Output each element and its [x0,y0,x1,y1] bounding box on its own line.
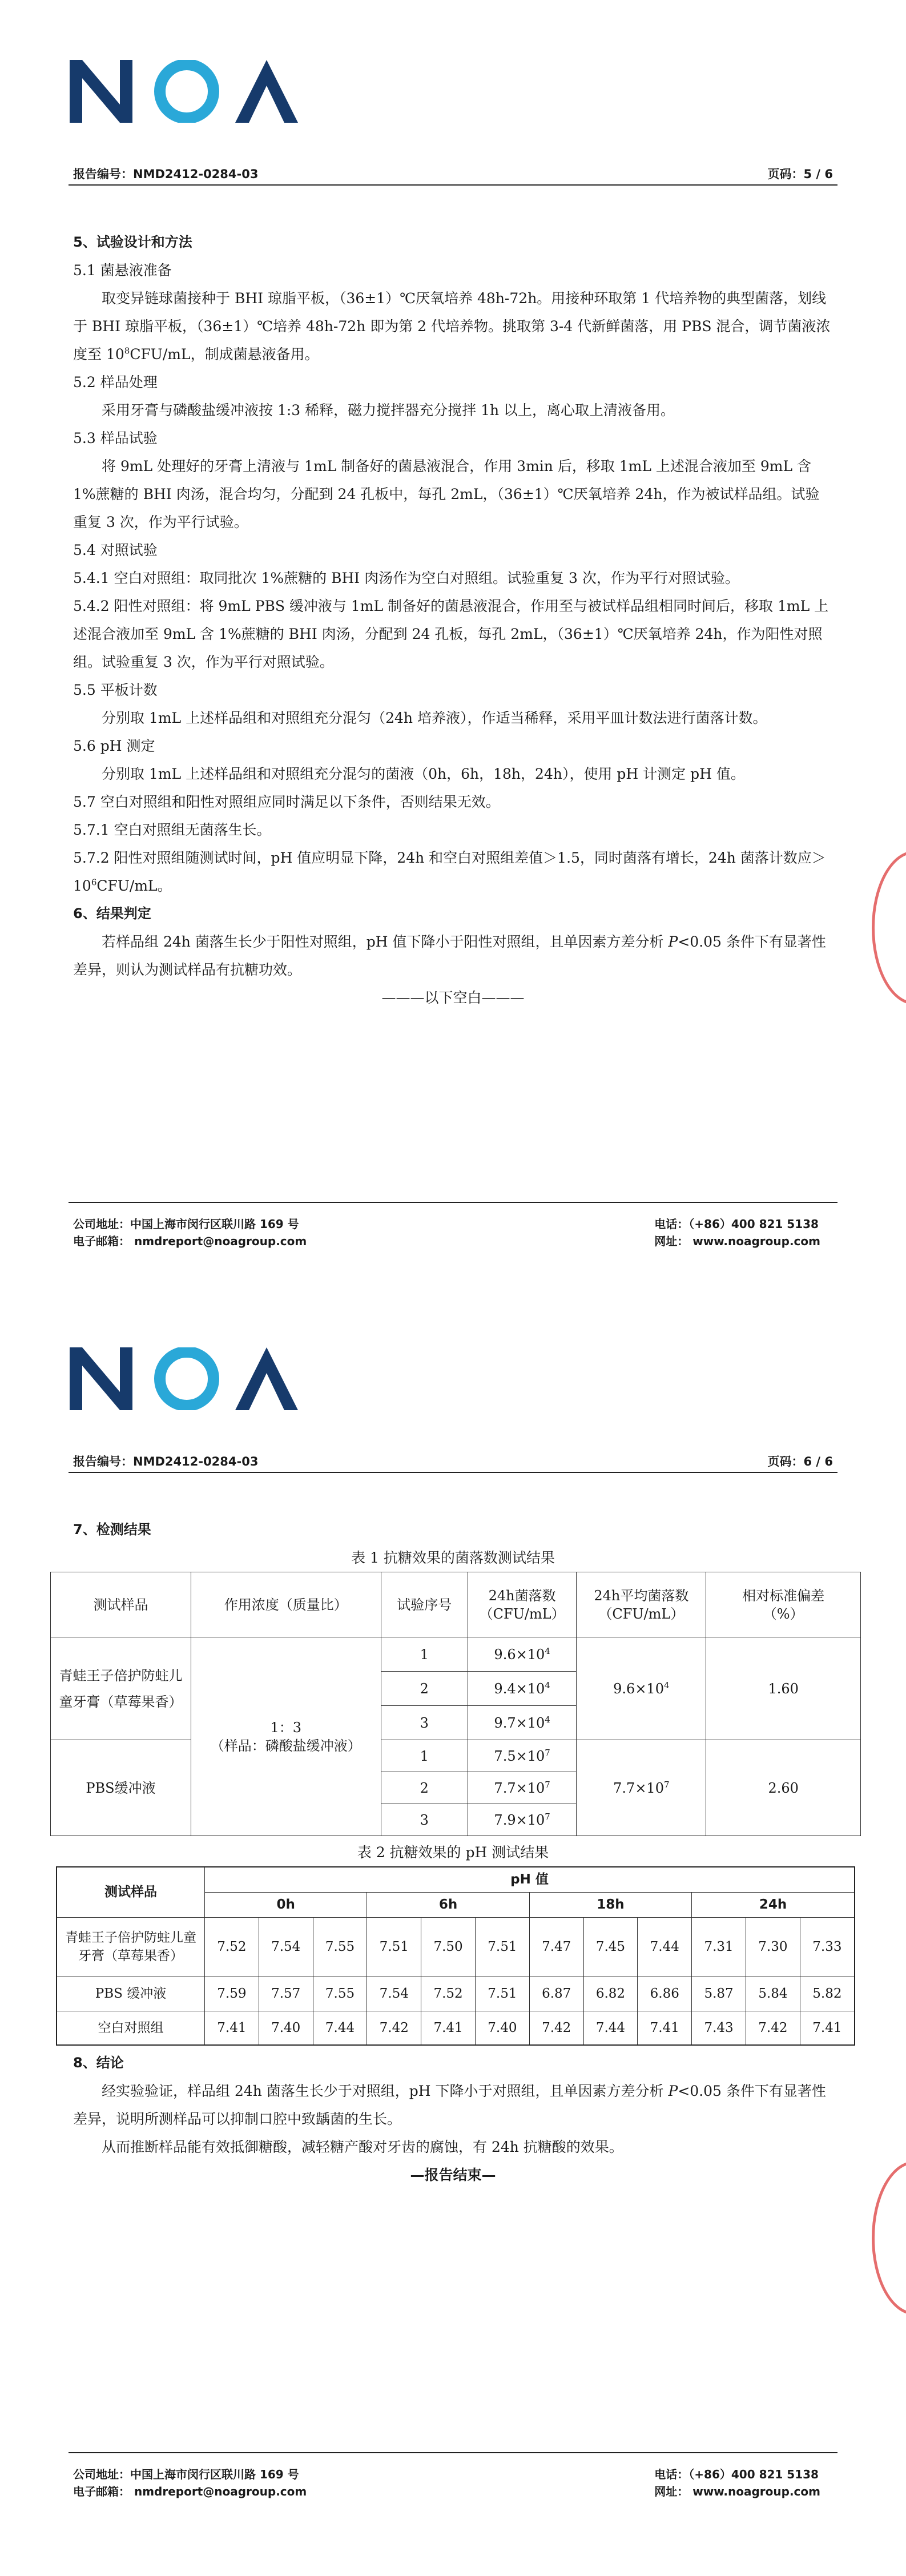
th-trial-no: 试验序号 [381,1572,468,1637]
section-5-1-text: 取变异链球菌接种于 BHI 琼脂平板，（36±1）℃厌氧培养 48h-72h。用接种环取第 1 代培养物的典型菌落，划线于 BHI 琼脂平板，（36±1）℃培养 48h-72h 即为第 2 代培养物。挑取第 3-4 代新鲜菌落，用 PBS 混合，调节菌液浓度至 $10^8CFU/mL$，制成菌悬液备用。 [73,290,831,363]
ph-value: 6.86 [638,1977,692,2011]
section-5-3-title: 5.3 样品试验 [73,430,158,446]
blank-below-marker: ———以下空白——— [381,989,525,1006]
trial-no: 1 [381,1740,468,1772]
page-header [73,162,833,184]
ph-value: 7.44 [638,1917,692,1977]
sample-name: PBS缓冲液 [51,1740,191,1836]
trial-no: 3 [381,1804,468,1836]
ph-value: 7.44 [583,2011,638,2045]
ph-value: 7.42 [746,2011,800,2045]
ph-value: 7.47 [529,1917,583,1977]
report-page-6 [0,1287,906,2543]
company-email: 电子邮箱： nmdreport@noagroup.com [73,1234,307,1248]
page-number: 页码：5 / 6 [767,167,833,181]
th-ph: pH 值 [205,1867,855,1892]
ph-value: 7.41 [421,2011,476,2045]
ph-table [56,1866,855,2046]
ph-value: 5.87 [692,1977,746,2011]
sample-name: 青蛙王子倍护防蛀儿童牙膏（草莓果香） [51,1637,191,1740]
company-email: 电子邮箱： nmdreport@noagroup.com [73,2485,307,2498]
ph-value: 6.82 [583,1977,638,2011]
colony-value: $9.7\times 10^4$ [468,1706,576,1740]
ph-value: 6.87 [529,1977,583,2011]
table-row [57,1977,855,2011]
concentration-cell: 1：3 （样品：磷酸盐缓冲液） [191,1637,381,1836]
th-concentration: 作用浓度（质量比） [191,1572,381,1637]
noa-logo [70,1347,321,1416]
th-rsd: 相对标准偏差 （%） [706,1572,861,1637]
ph-value: 7.41 [205,2011,259,2045]
section-6-text: 若样品组 24h 菌落生长少于阳性对照组，pH 值下降小于阳性对照组，且单因素方差分析 P<0.05 条件下有显著性差异，则认为测试样品有抗糖功效。 [73,933,826,978]
red-seal-stamp [872,2161,906,2315]
ph-value: 7.59 [205,1977,259,2011]
table-row [51,1637,861,1672]
section-5-3-text: 将 9mL 处理好的牙膏上清液与 1mL 制备好的菌悬液混合，作用 3min 后，移取 1mL 上述混合液加至 9mL 含 1%蔗糖的 BHI 肉汤，混合均匀，分配到 24 孔板中，每孔 2mL，（36±1）℃厌氧培养 24h，作为被试样品组。试验重复 3 次，作为平行试验。 [73,458,820,530]
section-5-5-text: 分别取 1mL 上述样品组和对照组充分混匀（24h 培养液），作适当稀释，采用平皿计数法进行菌落计数。 [102,710,767,726]
sample-name: 空白对照组 [57,2011,205,2045]
section-5-7-text: 5.7 空白对照组和阳性对照组应同时满足以下条件，否则结果无效。 [73,794,500,810]
header-rule [69,1472,837,1473]
colony-value: $7.5\times 10^7$ [468,1740,576,1772]
section-5-4-1-text: 5.4.1 空白对照组：取同批次 1%蔗糖的 BHI 肉汤作为空白对照组。试验重复 3 次，作为平行对照试验。 [73,570,739,586]
section-5-6-title: 5.6 pH 测定 [73,738,155,754]
ph-value: 7.54 [259,1917,313,1977]
ph-value: 7.30 [746,1917,800,1977]
ph-value: 7.44 [313,2011,367,2045]
ph-value: 7.54 [367,1977,421,2011]
th-6h: 6h [367,1892,529,1917]
header-rule [69,184,837,186]
section-5-title: 5、试验设计和方法 [73,234,192,250]
ph-value: 7.41 [800,2011,855,2045]
ph-value: 7.40 [475,2011,529,2045]
ph-value: 7.42 [529,2011,583,2045]
trial-no: 2 [381,1672,468,1706]
th-sample: 测试样品 [57,1867,205,1917]
ph-value: 7.51 [475,1977,529,2011]
table-row [57,2011,855,2045]
conclusion-2: 从而推断样品能有效抵御糖酸，减轻糖产酸对牙齿的腐蚀，有 24h 抗糖酸的效果。 [102,2139,623,2155]
ph-value: 7.52 [205,1917,259,1977]
company-address: 公司地址：中国上海市闵行区联川路 169 号 [73,1217,299,1231]
colony-value: $9.4\times 10^4$ [468,1672,576,1706]
trial-no: 2 [381,1772,468,1804]
page-gap [0,1256,906,1287]
section-5-7-2-text: 5.7.2 阳性对照组随测试时间，pH 值应明显下降，24h 和空白对照组差值＞1.5，同时菌落有增长，24h 菌落计数应$>10^6CFU/mL$。 [73,850,826,894]
company-phone: 电话：（+86）400 821 5138 [654,2468,819,2481]
ph-value: 7.51 [475,1917,529,1977]
avg-value: $7.7\times 10^7$ [577,1740,706,1836]
ph-value: 5.84 [746,1977,800,2011]
table-row [57,1917,855,1977]
trial-no: 1 [381,1637,468,1672]
company-website: 网址： www.noagroup.com [654,1234,820,1248]
ph-value: 7.50 [421,1917,476,1977]
section-5-6-text: 分别取 1mL 上述样品组和对照组充分混匀的菌液（0h，6h，18h，24h），使用 pH 计测定 pH 值。 [102,766,745,782]
trial-no: 3 [381,1706,468,1740]
ph-value: 7.45 [583,1917,638,1977]
th-18h: 18h [529,1892,691,1917]
ph-value: 7.55 [313,1977,367,2011]
ph-value: 7.40 [259,2011,313,2045]
sample-name: PBS 缓冲液 [57,1977,205,2011]
page-header [73,1449,833,1472]
company-phone: 电话：（+86）400 821 5138 [654,1217,819,1231]
conclusion-1: 经实验验证，样品组 24h 菌落生长少于对照组，pH 下降小于对照组，且单因素方差分析 P<0.05 条件下有显著性差异，说明所测样品可以抑制口腔中致龋菌的生长。 [73,2083,826,2127]
rsd-value: 2.60 [706,1740,861,1836]
page1-body [73,228,833,1012]
noa-logo [70,60,321,128]
page-footer [69,1202,837,1249]
section-5-1-title: 5.1 菌悬液准备 [73,262,172,279]
th-colony-24h: 24h菌落数 （CFU/mL） [468,1572,576,1637]
avg-value: $9.6\times 10^4$ [577,1637,706,1740]
ph-value: 7.42 [367,2011,421,2045]
report-page-5 [0,0,906,1256]
section-5-4-2-text: 5.4.2 阳性对照组：将 9mL PBS 缓冲液与 1mL 制备好的菌悬液混合，作用至与被试样品组相同时间后，移取 1mL 上述混合液加至 9mL 含 1%蔗糖的 BHI 肉汤，分配到 24 孔板，每孔 2mL，（36±1）℃厌氧培养 24h，作为阳性对照组。试验重复 3 次，作为平行对照试验。 [73,598,829,670]
table1-caption: 表 1 抗糖效果的菌落数测试结果 [351,1549,555,1566]
ph-value: 7.41 [638,2011,692,2045]
page-footer [69,2452,837,2499]
colony-value: $7.7\times 10^7$ [468,1772,576,1804]
table-row [51,1740,861,1772]
table2-caption: 表 2 抗糖效果的 pH 测试结果 [357,1844,549,1861]
page-number: 页码：6 / 6 [767,1455,833,1468]
ph-value: 7.43 [692,2011,746,2045]
section-5-5-title: 5.5 平板计数 [73,682,158,698]
ph-value: 7.31 [692,1917,746,1977]
ph-value: 7.33 [800,1917,855,1977]
section-7-title: 7、检测结果 [73,1522,151,1537]
report-number: 报告编号：NMD2412-0284-03 [73,167,259,181]
th-0h: 0h [205,1892,367,1917]
red-seal-stamp [872,851,906,1005]
rsd-value: 1.60 [706,1637,861,1740]
colony-count-table [50,1572,861,1836]
report-end: —报告结束— [410,2167,496,2183]
section-8-title: 8、结论 [73,2055,124,2071]
ph-value: 7.55 [313,1917,367,1977]
ph-value: 7.52 [421,1977,476,2011]
section-5-7-1-text: 5.7.1 空白对照组无菌落生长。 [73,822,271,838]
report-number: 报告编号：NMD2412-0284-03 [73,1455,259,1468]
colony-value: $7.9\times 10^7$ [468,1804,576,1836]
ph-value: 7.57 [259,1977,313,2011]
ph-value: 5.82 [800,1977,855,2011]
th-sample: 测试样品 [51,1572,191,1637]
section-5-4-title: 5.4 对照试验 [73,542,158,558]
section-5-2-title: 5.2 样品处理 [73,374,158,391]
page2-body [59,1516,842,2189]
section-5-2-text: 采用牙膏与磷酸盐缓冲液按 1:3 稀释，磁力搅拌器充分搅拌 1h 以上，离心取上清液备用。 [102,402,675,418]
section-6-title: 6、结果判定 [73,905,151,921]
sample-name: 青蛙王子倍护防蛀儿童牙膏（草莓果香） [57,1917,205,1977]
ph-value: 7.51 [367,1917,421,1977]
th-avg-colony: 24h平均菌落数 （CFU/mL） [577,1572,706,1637]
colony-value: $9.6\times 10^4$ [468,1637,576,1672]
th-24h: 24h [692,1892,855,1917]
company-address: 公司地址：中国上海市闵行区联川路 169 号 [73,2468,299,2481]
company-website: 网址： www.noagroup.com [654,2485,820,2498]
